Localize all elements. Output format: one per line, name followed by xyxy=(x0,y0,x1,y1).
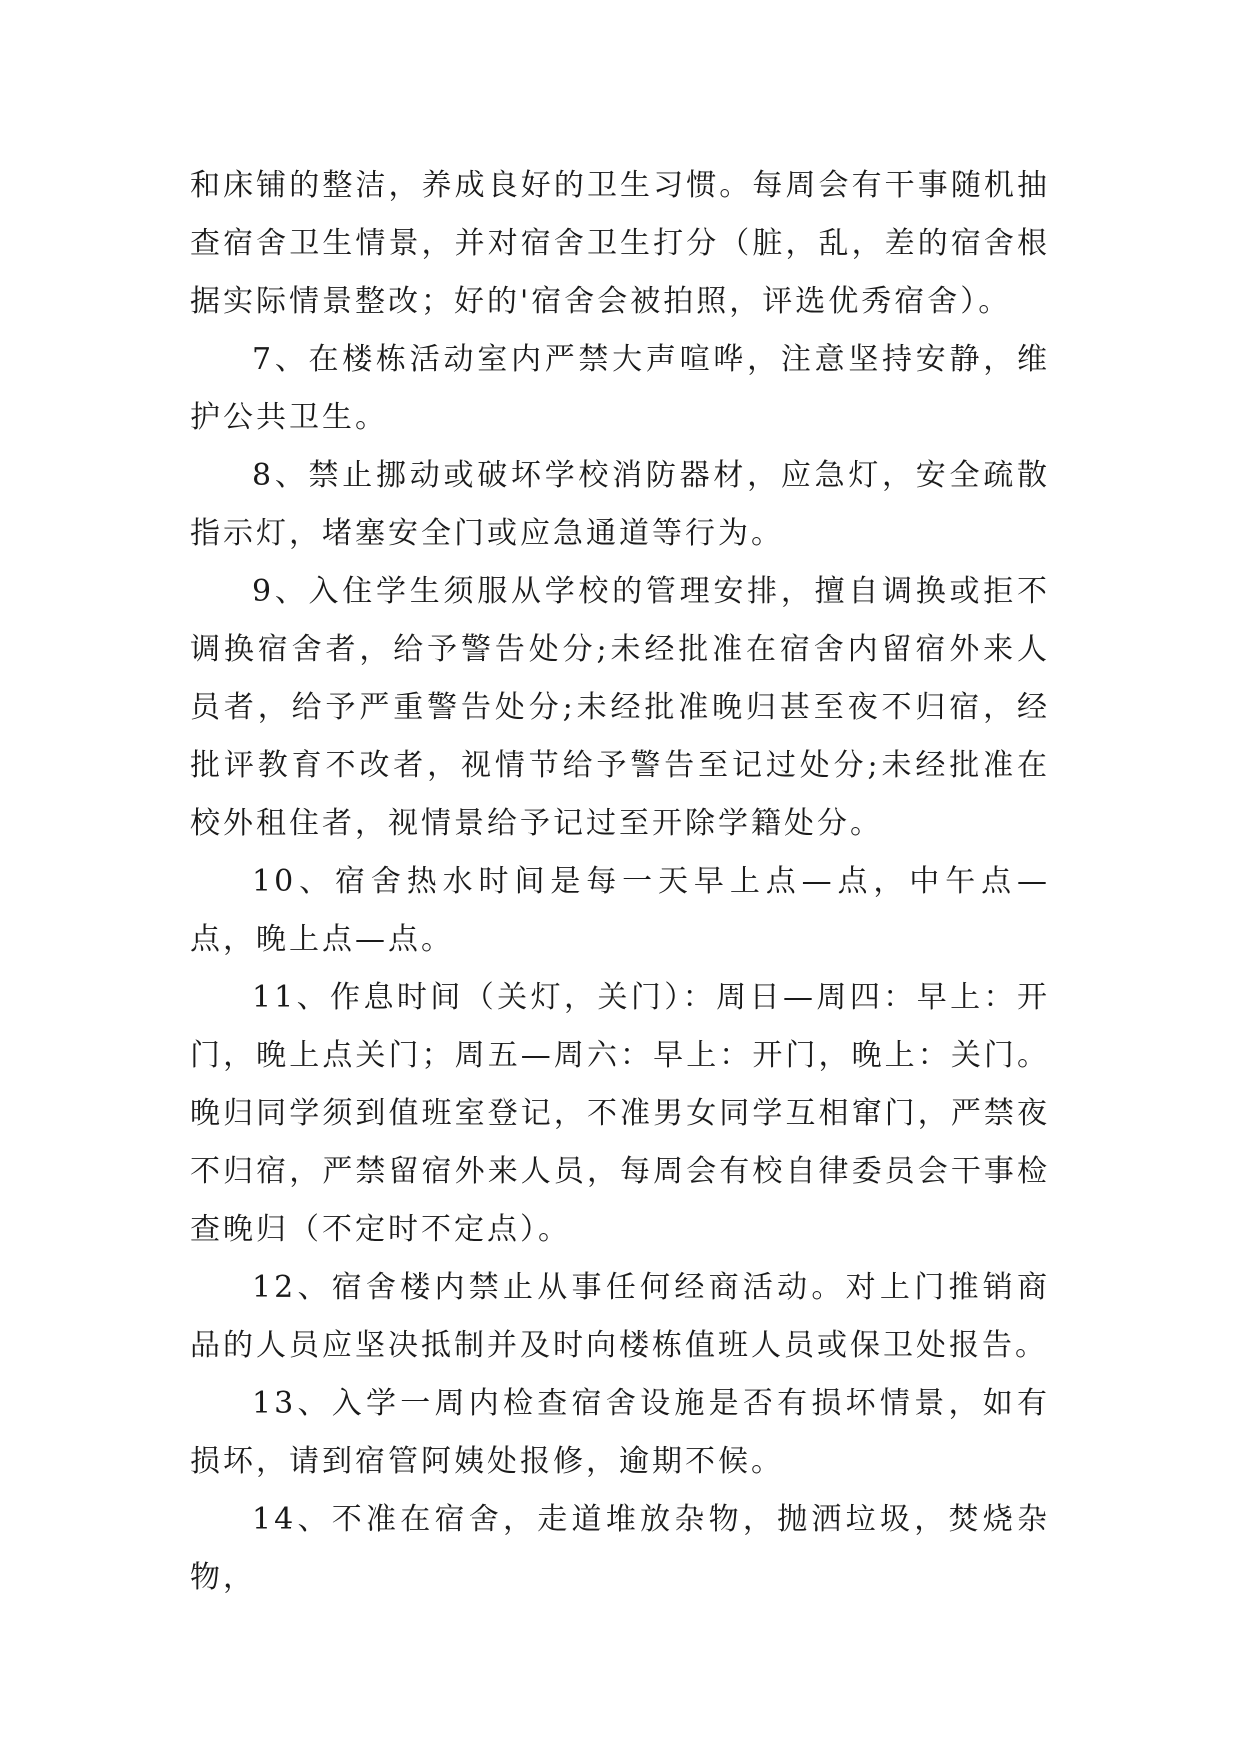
paragraph-continuation: 和床铺的整洁，养成良好的卫生习惯。每周会有干事随机抽查宿舍卫生情景，并对宿舍卫生打分（脏，乱，差的宿舍根据实际情景整改；好的'宿舍会被拍照，评选优秀宿舍）。 xyxy=(190,168,1050,319)
paragraph-rule-12: 12、宿舍楼内禁止从事任何经商活动。对上门推销商品的人员应坚决抵制并及时向楼栋值班人员或保卫处报告。 xyxy=(190,1270,1050,1363)
paragraph-rule-8: 8、禁止挪动或破坏学校消防器材，应急灯，安全疏散指示灯，堵塞安全门或应急通道等行为。 xyxy=(190,458,1050,551)
paragraph-rule-7: 7、在楼栋活动室内严禁大声喧哗，注意坚持安静，维护公共卫生。 xyxy=(190,342,1050,435)
paragraph-rule-14: 14、不准在宿舍，走道堆放杂物，抛洒垃圾，焚烧杂物， xyxy=(190,1502,1050,1595)
paragraph-rule-10: 10、宿舍热水时间是每一天早上点—点，中午点—点，晚上点—点。 xyxy=(190,864,1050,957)
document-body xyxy=(190,157,1050,1607)
paragraph-rule-11: 11、作息时间（关灯，关门）：周日—周四：早上：开门，晚上点关门；周五—周六：早上：开门，晚上：关门。晚归同学须到值班室登记，不准男女同学互相窜门，严禁夜不归宿，严禁留宿外来人员，每周会有校自律委员会干事检查晚归（不定时不定点）。 xyxy=(190,980,1050,1247)
paragraph-rule-13: 13、入学一周内检查宿舍设施是否有损坏情景，如有损坏，请到宿管阿姨处报修，逾期不候。 xyxy=(190,1386,1050,1479)
paragraph-rule-9: 9、入住学生须服从学校的管理安排，擅自调换或拒不调换宿舍者，给予警告处分;未经批准在宿舍内留宿外来人员者，给予严重警告处分;未经批准晚归甚至夜不归宿，经批评教育不改者，视情节给予警告至记过处分;未经批准在校外租住者，视情景给予记过至开除学籍处分。 xyxy=(190,574,1050,841)
